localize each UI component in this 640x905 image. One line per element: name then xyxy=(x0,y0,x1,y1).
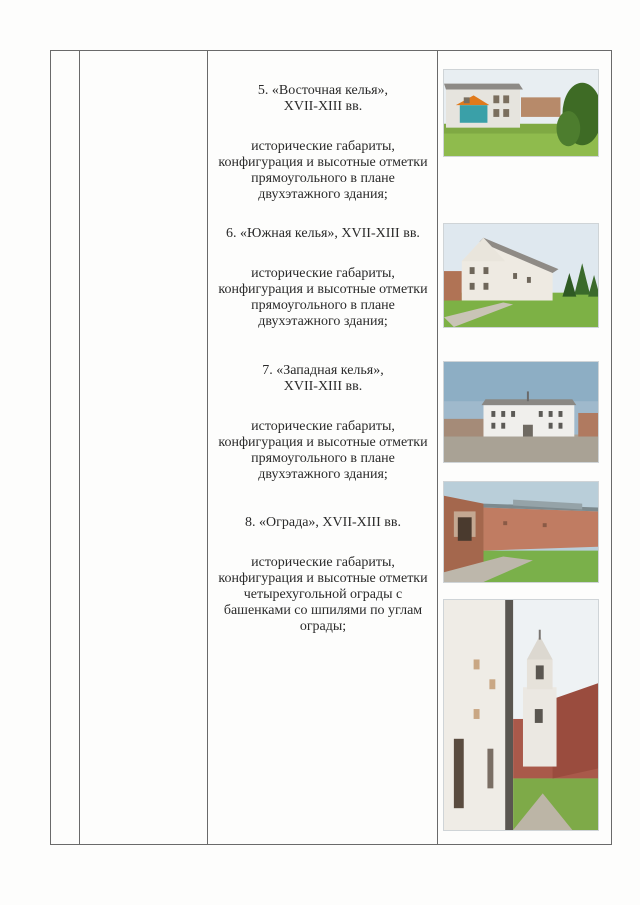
photo-east-cell xyxy=(443,69,599,157)
entry-title: 6. «Южная келья», XVII-XIII вв. xyxy=(226,226,420,241)
entry-east-cell xyxy=(209,83,437,203)
entry-title: 5. «Восточная келья», xyxy=(257,83,389,98)
column-divider xyxy=(79,51,80,844)
entry-period: XVII-XIII вв. xyxy=(283,99,363,114)
entry-description: исторические габариты, конфигурация и высотные отметки четырехугольной ограды с башенками со шпилями по углам ограды; xyxy=(218,555,428,634)
entry-title: 8. «Ограда», XVII-XIII вв. xyxy=(245,515,401,530)
column-divider xyxy=(207,51,208,844)
entry-south-cell xyxy=(209,226,437,330)
entry-description: исторические габариты, конфигурация и высотные отметки прямоугольного в плане двухэтажного здания; xyxy=(218,266,428,329)
entry-fence-cell xyxy=(209,515,437,635)
entry-description: исторические габариты, конфигурация и высотные отметки прямоугольного в плане двухэтажного здания; xyxy=(218,419,428,482)
photo-corner-tower xyxy=(443,599,599,831)
column-divider xyxy=(437,51,438,844)
photo-south-cell xyxy=(443,223,599,328)
entry-west-cell xyxy=(209,363,437,483)
entry-title: 7. «Западная келья», xyxy=(262,363,384,378)
photo-fence-wall xyxy=(443,481,599,583)
photo-west-cell xyxy=(443,361,599,463)
entry-period: XVII-XIII вв. xyxy=(283,379,363,394)
entry-description: исторические габариты, конфигурация и высотные отметки прямоугольного в плане двухэтажного здания; xyxy=(218,139,428,202)
monument-table xyxy=(50,50,612,845)
